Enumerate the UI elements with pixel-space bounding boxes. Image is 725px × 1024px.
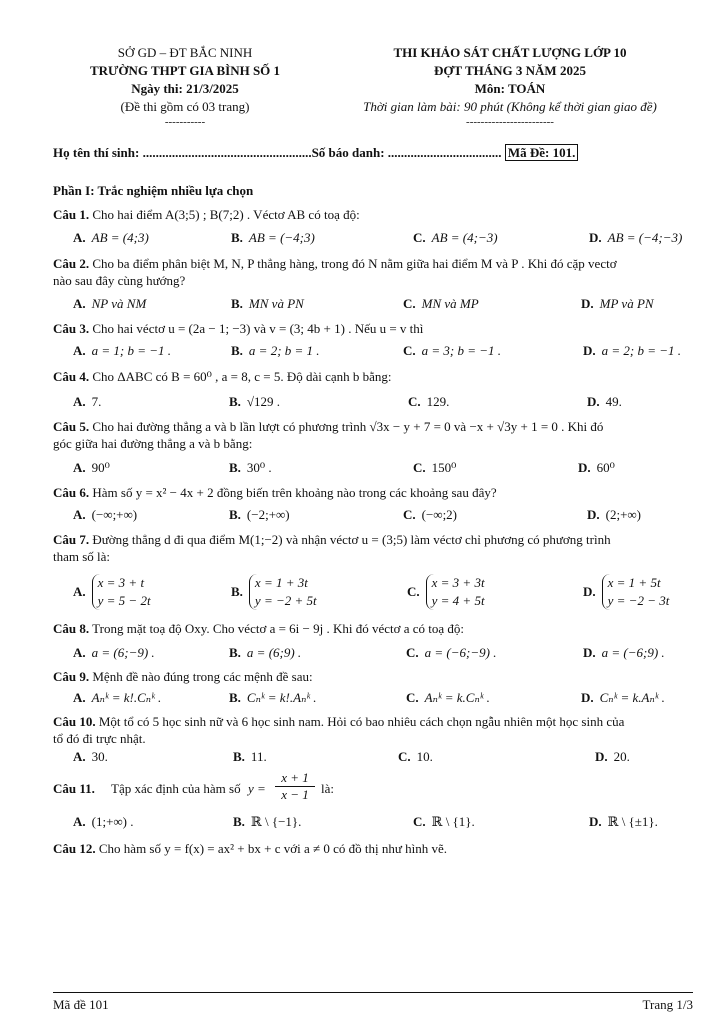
- option-text: a = (6;9) .: [246, 645, 302, 660]
- option-letter: C.: [408, 394, 421, 409]
- question-text: Cho hai véctơ u = (2a − 1; −3) và v = (3; 4b + 1) . Nếu u = v thì: [92, 321, 424, 336]
- question-8: [53, 620, 693, 637]
- option-c: [413, 230, 498, 246]
- dept-name: SỞ GD – ĐT BẮC NINH: [117, 45, 253, 60]
- option-a: [73, 574, 151, 610]
- question-label: Câu 7.: [53, 532, 90, 547]
- footer-divider: [53, 992, 693, 993]
- option-text: 10.: [416, 749, 433, 764]
- option-a: [73, 814, 134, 830]
- option-text: 30.: [91, 749, 108, 764]
- question-text: Trong mặt toạ độ Oxy. Cho véctơ a = 6i − 9j . Khi đó véctơ a có toạ độ:: [92, 621, 465, 636]
- option-letter: D.: [589, 230, 602, 245]
- option-text: Cₙᵏ = k.Aₙᵏ .: [599, 690, 665, 705]
- question-label: Câu 9.: [53, 669, 90, 684]
- option-c: [408, 394, 449, 410]
- option-letter: A.: [73, 584, 86, 599]
- option-text: 49.: [605, 394, 622, 409]
- option-letter: C.: [413, 460, 426, 475]
- option-text: 150⁰: [431, 460, 457, 475]
- question-5: [53, 418, 693, 452]
- question-text: Tập xác định của hàm số: [111, 781, 241, 796]
- option-text: ℝ \ {−1}.: [250, 814, 302, 829]
- candidate-number-field: Số báo danh: ...................................: [311, 145, 502, 160]
- footer-exam-code: Mã đề 101: [53, 997, 109, 1012]
- question-label: Câu 12.: [53, 841, 96, 856]
- option-letter: D.: [583, 645, 596, 660]
- option-text: a = (−6;9) .: [601, 645, 665, 660]
- param-system: [426, 574, 485, 610]
- question-text: Một tổ có 5 học sinh nữ và 6 học sinh nam. Hỏi có bao nhiêu cách chọn ngẫu nhiên một học sinh của: [98, 714, 625, 729]
- option-text: 7.: [91, 394, 102, 409]
- option-letter: A.: [73, 460, 86, 475]
- question-9-options: [73, 690, 693, 708]
- option-a: [73, 645, 155, 661]
- option-text: Aₙᵏ = k.Cₙᵏ .: [424, 690, 490, 705]
- option-a: [73, 690, 161, 706]
- student-info-line: [53, 145, 693, 161]
- question-6-options: [73, 507, 693, 525]
- question-text: Cho ΔABC có B = 60⁰ , a = 8, c = 5. Độ dài cạnh b bằng:: [92, 369, 392, 384]
- question-label: Câu 3.: [53, 321, 90, 336]
- option-b: [231, 343, 320, 359]
- question-text-after: là:: [321, 781, 334, 796]
- header-right-divider: ------------------------: [466, 116, 554, 128]
- option-d: [581, 296, 654, 312]
- option-letter: A.: [73, 645, 86, 660]
- question-4-options: [73, 394, 693, 412]
- option-text: NP và NM: [91, 296, 147, 311]
- option-letter: B.: [229, 507, 241, 522]
- option-a: [73, 230, 149, 246]
- question-text-cont: tham số là:: [53, 549, 111, 564]
- option-text: a = 1; b = −1 .: [91, 343, 172, 358]
- question-label: Câu 5.: [53, 419, 90, 434]
- header-right: [325, 44, 695, 128]
- question-2-options: [73, 296, 693, 314]
- option-d: [583, 574, 669, 610]
- option-letter: C.: [413, 814, 426, 829]
- option-text: 20.: [613, 749, 630, 764]
- option-d: [583, 645, 665, 661]
- option-text: Aₙᵏ = k!.Cₙᵏ .: [91, 690, 162, 705]
- option-letter: B.: [231, 584, 243, 599]
- equation-line: x = 1 + 5t: [607, 575, 661, 590]
- option-text: (2;+∞): [605, 507, 642, 522]
- question-9: [53, 668, 693, 685]
- equation-line: y = −2 − 3t: [607, 593, 670, 608]
- option-d: [589, 814, 658, 830]
- fraction-numerator: x + 1: [275, 770, 315, 787]
- equation-line: y = 4 + 5t: [431, 593, 485, 608]
- option-a: [73, 394, 101, 410]
- question-1: [53, 206, 693, 223]
- option-d: [578, 460, 615, 476]
- question-7-options: [73, 570, 693, 612]
- question-text: Mệnh đề nào đúng trong các mệnh đề sau:: [92, 669, 313, 684]
- question-10: [53, 713, 693, 747]
- question-label: Câu 11.: [53, 781, 95, 796]
- question-label: Câu 8.: [53, 621, 90, 636]
- question-label: Câu 4.: [53, 369, 90, 384]
- question-6: [53, 484, 693, 501]
- option-letter: D.: [583, 343, 596, 358]
- option-text: 129.: [426, 394, 450, 409]
- equation-line: x = 1 + 3t: [254, 575, 308, 590]
- option-c: [398, 749, 433, 765]
- option-d: [587, 507, 641, 523]
- exam-round: ĐỢT THÁNG 3 NĂM 2025: [434, 63, 586, 78]
- subject: Môn: TOÁN: [474, 81, 546, 96]
- option-text: AB = (−4;−3): [607, 230, 683, 245]
- option-letter: B.: [231, 296, 243, 311]
- option-c: [406, 690, 490, 706]
- option-text: a = 3; b = −1 .: [421, 343, 502, 358]
- option-text: a = (6;−9) .: [91, 645, 155, 660]
- option-text: √129 .: [246, 394, 281, 409]
- option-b: [233, 814, 301, 830]
- option-b: [231, 230, 315, 246]
- option-text: MN và PN: [248, 296, 304, 311]
- option-letter: D.: [595, 749, 608, 764]
- param-system: [602, 574, 670, 610]
- option-letter: A.: [73, 507, 86, 522]
- option-text: 90⁰: [91, 460, 110, 475]
- question-3: [53, 320, 693, 337]
- exam-title: THI KHẢO SÁT CHẤT LƯỢNG LỚP 10: [393, 45, 627, 60]
- option-text: ℝ \ {±1}.: [607, 814, 658, 829]
- option-letter: B.: [229, 394, 241, 409]
- part-title: Phần I: Trắc nghiệm nhiều lựa chọn: [53, 183, 254, 198]
- question-5-options: [73, 460, 693, 478]
- question-11-options: [73, 814, 693, 832]
- option-letter: B.: [233, 749, 245, 764]
- question-1-options: [73, 230, 693, 248]
- option-d: [589, 230, 682, 246]
- option-text: (−∞;2): [421, 507, 458, 522]
- question-3-options: [73, 343, 693, 361]
- option-b: [229, 645, 301, 661]
- option-letter: C.: [413, 230, 426, 245]
- option-b: [229, 394, 280, 410]
- question-12: [53, 840, 693, 857]
- option-text: AB = (−4;3): [248, 230, 315, 245]
- option-c: [403, 343, 501, 359]
- footer-page-number: Trang 1/3: [642, 997, 693, 1012]
- option-letter: B.: [229, 690, 241, 705]
- option-letter: B.: [231, 230, 243, 245]
- option-text: a = 2; b = −1 .: [601, 343, 682, 358]
- option-text: a = 2; b = 1 .: [248, 343, 320, 358]
- option-text: AB = (4;−3): [431, 230, 498, 245]
- equation-line: y = 5 − 2t: [97, 593, 151, 608]
- option-c: [403, 296, 479, 312]
- option-b: [231, 574, 317, 610]
- question-8-options: [73, 645, 693, 663]
- header-left: [40, 44, 330, 128]
- question-2: [53, 255, 693, 289]
- option-text: MP và PN: [599, 296, 654, 311]
- option-text: 11.: [250, 749, 267, 764]
- question-text: Cho hai đường thẳng a và b lần lượt có phương trình √3x − y + 7 = 0 và −x + √3y + 1 = 0 . Khi đó: [92, 419, 604, 434]
- option-d: [587, 394, 622, 410]
- param-system: [92, 574, 151, 610]
- equation-line: x = 3 + 3t: [431, 575, 485, 590]
- student-name-field: Họ tên thí sinh: ....................................................: [53, 145, 312, 160]
- equation-line: y = −2 + 5t: [254, 593, 317, 608]
- question-10-options: [73, 749, 693, 767]
- option-letter: A.: [73, 749, 86, 764]
- option-c: [406, 645, 496, 661]
- option-letter: D.: [589, 814, 602, 829]
- option-d: [583, 343, 681, 359]
- option-text: MN và MP: [421, 296, 479, 311]
- question-label: Câu 6.: [53, 485, 90, 500]
- question-label: Câu 10.: [53, 714, 96, 729]
- option-text: (−∞;+∞): [91, 507, 138, 522]
- option-letter: B.: [231, 343, 243, 358]
- option-text: AB = (4;3): [91, 230, 149, 245]
- option-letter: D.: [583, 584, 596, 599]
- school-name: TRƯỜNG THPT GIA BÌNH SỐ 1: [89, 63, 281, 78]
- option-a: [73, 343, 171, 359]
- option-text: (1;+∞) .: [91, 814, 134, 829]
- option-letter: A.: [73, 814, 86, 829]
- page-count: (Đề thi gồm có 03 trang): [120, 99, 250, 114]
- question-text: Cho ba điểm phân biệt M, N, P thẳng hàng, trong đó N nằm giữa hai điểm M và P . Khi đó cặp vectơ: [92, 256, 617, 271]
- exam-header: [0, 44, 725, 136]
- option-b: [229, 507, 290, 523]
- question-4: [53, 368, 693, 385]
- option-text: (−2;+∞): [246, 507, 290, 522]
- option-a: [73, 507, 137, 523]
- option-letter: D.: [587, 507, 600, 522]
- question-text-cont: nào sau đây cùng hướng?: [53, 273, 186, 288]
- option-letter: C.: [407, 584, 420, 599]
- option-text: Cₙᵏ = k!.Aₙᵏ .: [246, 690, 317, 705]
- option-letter: C.: [398, 749, 411, 764]
- option-letter: B.: [233, 814, 245, 829]
- option-text: a = (−6;−9) .: [424, 645, 497, 660]
- option-text: ℝ \ {1}.: [431, 814, 475, 829]
- option-a: [73, 460, 110, 476]
- option-d: [581, 690, 665, 706]
- param-system: [249, 574, 317, 610]
- option-d: [595, 749, 630, 765]
- question-text-cont: tổ đó đi trực nhật.: [53, 731, 146, 746]
- option-text: 30⁰ .: [246, 460, 272, 475]
- option-b: [229, 460, 272, 476]
- option-letter: B.: [229, 645, 241, 660]
- option-letter: A.: [73, 343, 86, 358]
- time-limit: Thời gian làm bài: 90 phút (Không kể thời gian giao đề): [363, 99, 657, 114]
- option-letter: C.: [406, 645, 419, 660]
- option-letter: C.: [403, 343, 416, 358]
- question-7: [53, 531, 693, 565]
- header-left-divider: -----------: [164, 116, 206, 128]
- option-letter: C.: [403, 507, 416, 522]
- option-letter: D.: [581, 296, 594, 311]
- fraction-denominator: x − 1: [281, 787, 309, 802]
- question-label: Câu 1.: [53, 207, 90, 222]
- option-letter: A.: [73, 296, 86, 311]
- question-label: Câu 2.: [53, 256, 90, 271]
- exam-code-box: Mã Đề: 101.: [505, 144, 579, 161]
- option-text: 60⁰: [596, 460, 615, 475]
- option-letter: A.: [73, 394, 86, 409]
- question-text: Cho hàm số y = f(x) = ax² + bx + c với a ≠ 0 có đồ thị như hình vẽ.: [98, 841, 448, 856]
- option-letter: D.: [587, 394, 600, 409]
- option-letter: A.: [73, 230, 86, 245]
- question-11: Câu 11. Tập xác định của hàm số y = $\frac{x + 1}{x - 1}$ là:: [53, 770, 334, 802]
- exam-date: Ngày thi: 21/3/2025: [131, 81, 239, 96]
- option-letter: B.: [229, 460, 241, 475]
- option-letter: D.: [578, 460, 591, 475]
- question-text: Đường thẳng d đi qua điểm M(1;−2) và nhận véctơ u = (3;5) làm véctơ chỉ phương có phương trình: [92, 532, 611, 547]
- option-c: [413, 460, 456, 476]
- question-text: Hàm số y = x² − 4x + 2 đồng biến trên khoảng nào trong các khoảng sau đây?: [92, 485, 497, 500]
- option-letter: C.: [406, 690, 419, 705]
- option-letter: A.: [73, 690, 86, 705]
- option-a: [73, 749, 108, 765]
- option-b: [229, 690, 317, 706]
- fraction: [275, 770, 315, 803]
- equation-line: x = 3 + t: [97, 575, 145, 590]
- option-a: [73, 296, 146, 312]
- option-letter: C.: [403, 296, 416, 311]
- question-text-cont: góc giữa hai đường thẳng a và b bằng:: [53, 436, 253, 451]
- question-text: Cho hai điểm A(3;5) ; B(7;2) . Véctơ AB có toạ độ:: [92, 207, 360, 222]
- option-c: [403, 507, 457, 523]
- option-b: [231, 296, 304, 312]
- option-c: [413, 814, 475, 830]
- option-c: [407, 574, 485, 610]
- option-b: [233, 749, 267, 765]
- option-letter: D.: [581, 690, 594, 705]
